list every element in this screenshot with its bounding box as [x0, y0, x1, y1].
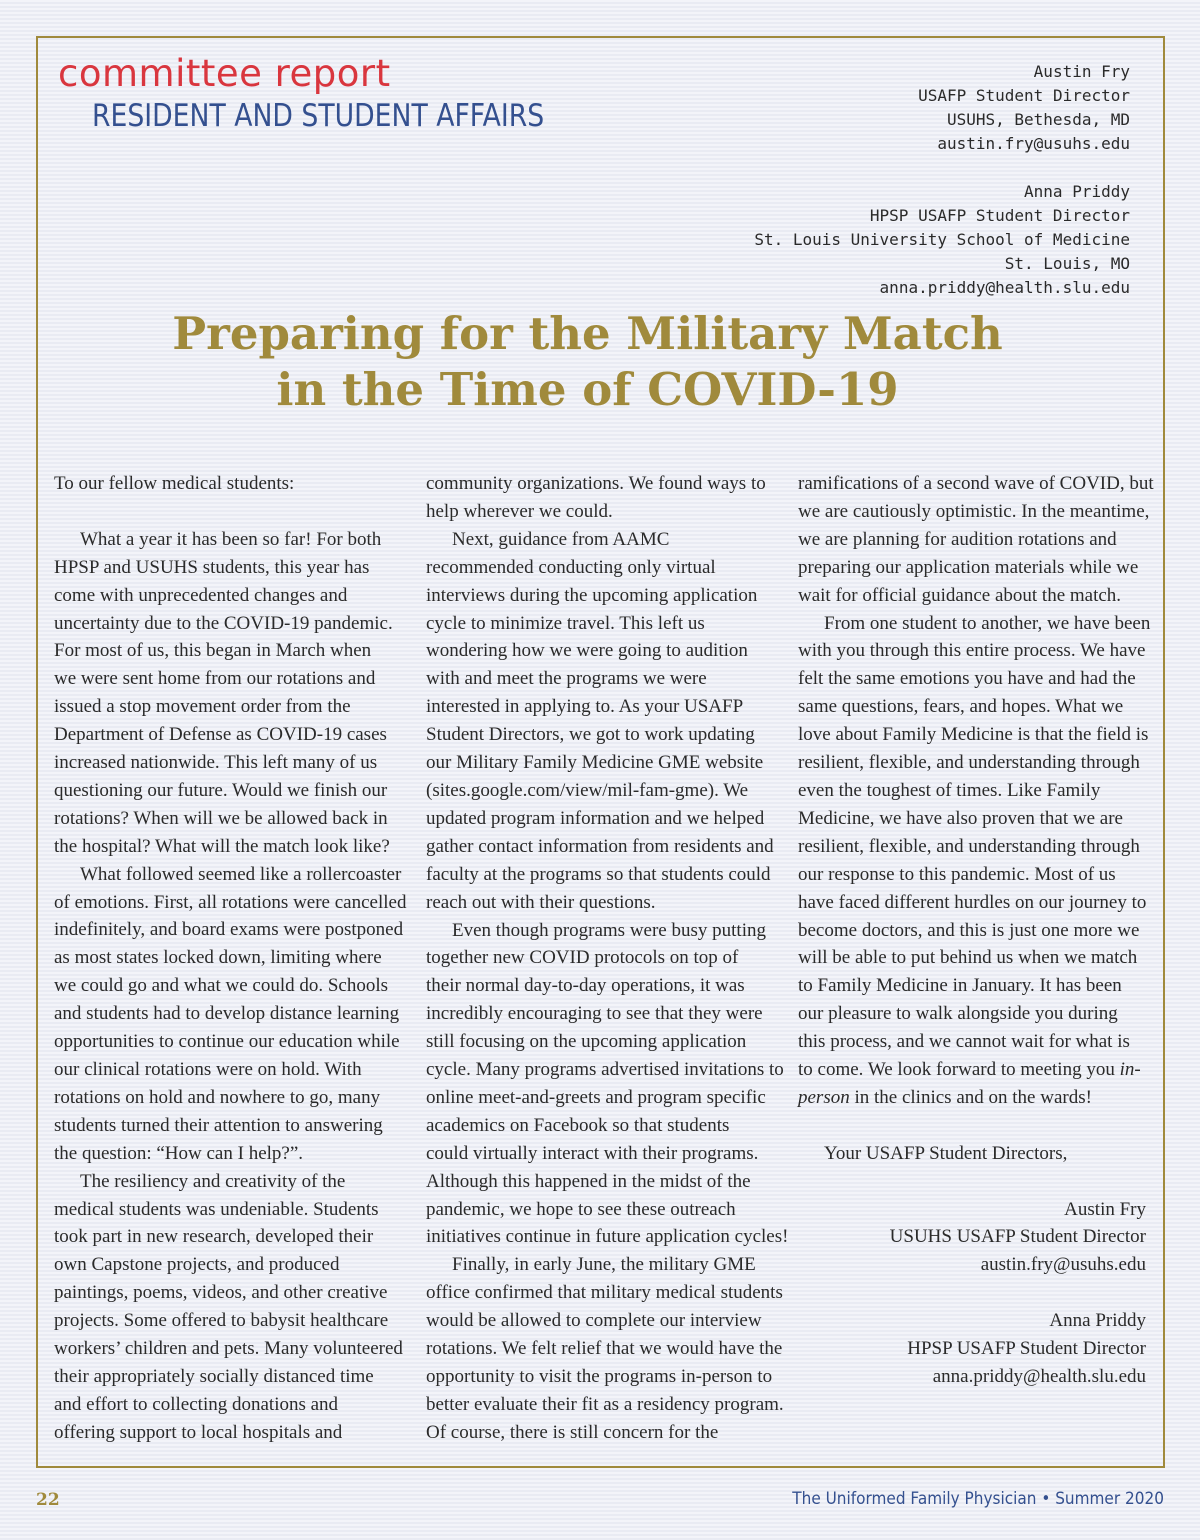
body-line: office confirmed that military medical students — [426, 1282, 783, 1304]
body-line: interested in applying to. As your USAFP — [426, 696, 744, 718]
body-line: opportunities to continue our education while — [54, 1031, 400, 1053]
body-line: online meet-and-greets and program specific — [426, 1086, 766, 1108]
author-location: St. Louis, MO — [1004, 254, 1130, 273]
body-line: took part in new research, developed their — [54, 1226, 374, 1248]
author-block-priddy — [754, 180, 1130, 300]
body-line: still focusing on the upcoming application — [426, 1031, 747, 1053]
website-link[interactable]: (sites.google.com/view/mil-fam-gme). We — [426, 779, 749, 801]
body-line: will be able to put behind us when we match — [798, 947, 1138, 969]
body-line: wondering how we were going to audition — [426, 640, 748, 662]
body-line: Department of Defense as COVID-19 cases — [54, 724, 387, 746]
article-title — [0, 306, 1175, 418]
page-number: 22 — [36, 1490, 60, 1510]
body-line: our pleasure to walk alongside you during — [798, 1003, 1118, 1025]
signature-email[interactable]: austin.fry@usuhs.edu — [980, 1254, 1146, 1276]
article-column-1 — [54, 470, 407, 1447]
body-line: the question: “How can I help?”. — [54, 1142, 304, 1164]
body-line: love about Family Medicine is that the field is — [798, 724, 1149, 746]
body-line: workers’ children and pets. Many volunteered — [54, 1338, 403, 1360]
body-line: From one student to another, we have been — [824, 612, 1151, 634]
body-line: faculty at the programs so that students could — [426, 863, 771, 885]
body-line: HPSP and USUHS students, this year has — [54, 556, 370, 578]
body-line: the hospital? What will the match look like? — [54, 835, 390, 857]
body-line: have faced different hurdles on our journey to — [798, 891, 1147, 913]
body-line: cycle to minimize travel. This left us — [426, 612, 705, 634]
body-line: their normal day-to-day operations, it was — [426, 975, 745, 997]
body-line: rotations on hold and nowhere to go, many — [54, 1086, 381, 1108]
signature-role: HPSP USAFP Student Director — [907, 1338, 1146, 1360]
body-line: What a year it has been so far! For both — [80, 528, 382, 550]
spacer — [54, 498, 404, 526]
body-line: and students had to develop distance learning — [54, 1003, 400, 1025]
article-column-2 — [426, 470, 789, 1447]
author-name: Anna Priddy — [1024, 182, 1130, 201]
author-location: USUHS, Bethesda, MD — [946, 110, 1130, 129]
body-line: resilient, flexible, and understanding through — [798, 835, 1140, 857]
article-column-3 — [798, 470, 1154, 1391]
author-role: USAFP Student Director — [918, 86, 1130, 105]
body-line — [798, 1056, 1148, 1084]
body-line: incredibly encouraging to see that they were — [426, 1003, 763, 1025]
body-line: Student Directors, we got to work updating — [426, 724, 755, 746]
body-line: reach out with their questions. — [426, 891, 656, 913]
body-line: For most of us, this began in March when — [54, 640, 372, 662]
body-line: pandemic, we hope to see these outreach — [426, 1198, 736, 1220]
body-line: we could go and what we could do. Schools — [54, 975, 389, 997]
body-line: opportunity to visit the programs in-person to — [426, 1366, 773, 1387]
signoff: Your USAFP Student Directors, — [824, 1142, 1068, 1164]
body-line: resilient, flexible, and understanding through — [798, 752, 1140, 774]
spacer — [798, 1112, 1148, 1140]
author-email[interactable]: anna.priddy@health.slu.edu — [879, 278, 1130, 297]
body-line: The resiliency and creativity of the — [80, 1170, 346, 1192]
body-line: What followed seemed like a rollercoaster — [80, 863, 402, 885]
body-line: projects. Some offered to babysit healthcare — [54, 1310, 389, 1332]
body-line: offering support to local hospitals and — [54, 1421, 343, 1443]
title-line-1: Preparing for the Military Match — [172, 307, 1003, 360]
author-email[interactable]: austin.fry@usuhs.edu — [937, 134, 1130, 153]
magazine-issue: The Uniformed Family Physician • Summer 2020 — [792, 1489, 1164, 1509]
signature-email[interactable]: anna.priddy@health.slu.edu — [932, 1365, 1146, 1387]
author-name: Austin Fry — [1033, 62, 1130, 81]
body-line: students turned their attention to answering — [54, 1114, 383, 1136]
body-line: recommended conducting only virtual — [426, 556, 716, 578]
body-line: our Military Family Medicine GME website — [426, 752, 764, 774]
emphasis-text: person — [798, 1086, 850, 1108]
body-line: come with unprecedented changes and — [54, 584, 348, 606]
body-line: of emotions. First, all rotations were cancelled — [54, 891, 407, 913]
body-line: medical students was undeniable. Students — [54, 1198, 379, 1220]
author-info — [754, 60, 1130, 324]
body-line: help wherever we could. — [426, 500, 613, 522]
body-line: community organizations. We found ways to — [426, 473, 766, 494]
body-line: rotations. We felt relief that we would have the — [426, 1338, 783, 1360]
body-line: even the toughest of times. Like Family — [798, 779, 1101, 801]
signature-name: Austin Fry — [1064, 1198, 1146, 1220]
body-line: our clinical rotations were on hold. With — [54, 1059, 362, 1081]
body-line: better evaluate their fit as a residency program. — [426, 1393, 784, 1415]
spacer — [798, 1279, 1148, 1307]
body-line: this process, and we cannot wait for what is — [798, 1031, 1130, 1053]
body-line: Even though programs were busy putting — [452, 919, 766, 941]
body-line: with you through this entire process. We have — [798, 640, 1146, 662]
body-text: in the clinics and on the wards! — [849, 1086, 1092, 1108]
body-line: wait for official guidance about the match. — [798, 584, 1122, 606]
body-line: our response to this pandemic. Most of us — [798, 863, 1116, 885]
body-line: initiatives continue in future application cycles! — [426, 1226, 789, 1248]
body-line: ramifications of a second wave of COVID, but — [798, 473, 1154, 494]
body-line: own Capstone projects, and produced — [54, 1254, 340, 1276]
body-line: gather contact information from residents and — [426, 835, 774, 857]
body-line: to Family Medicine in January. It has been — [798, 975, 1122, 997]
signature-role: USUHS USAFP Student Director — [889, 1226, 1146, 1248]
author-school: St. Louis University School of Medicine — [754, 230, 1130, 249]
signature-name: Anna Priddy — [1049, 1310, 1146, 1332]
body-line: rotations? When will we be allowed back in — [54, 807, 388, 829]
body-line: academics on Facebook so that students — [426, 1114, 730, 1136]
body-line: become doctors, and this is just one more we — [798, 919, 1140, 941]
body-line: Of course, there is still concern for the — [426, 1421, 719, 1443]
body-line: felt the same emotions you have and had the — [798, 668, 1136, 690]
body-line: Finally, in early June, the military GME — [452, 1254, 756, 1276]
author-block-fry — [754, 60, 1130, 156]
body-line: together new COVID protocols on top of — [426, 947, 739, 969]
body-line — [798, 1084, 1148, 1112]
body-line: Although this happened in the midst of the — [426, 1170, 751, 1192]
body-line: questioning our future. Would we finish our — [54, 779, 388, 801]
body-line: with and meet the programs we were — [426, 668, 707, 690]
body-line: their appropriately socially distanced time — [54, 1365, 374, 1387]
title-line-2: in the Time of COVID-19 — [276, 363, 899, 416]
body-line: Next, guidance from AAMC — [452, 528, 670, 550]
body-line: updated program information and we helped — [426, 807, 765, 829]
body-line: same questions, fears, and hopes. What we — [798, 696, 1124, 718]
body-line: increased nationwide. This left many of us — [54, 752, 378, 774]
body-line: we are cautiously optimistic. In the meantime, — [798, 500, 1150, 522]
body-line: uncertainty due to the COVID-19 pandemic. — [54, 612, 393, 634]
body-text: to come. We look forward to meeting you — [798, 1059, 1120, 1081]
body-line: paintings, poems, videos, and other creative — [54, 1282, 388, 1304]
body-line: preparing our application materials while we — [798, 556, 1139, 578]
body-line: as most states locked down, limiting where — [54, 947, 382, 969]
body-line: we were sent home from our rotations and — [54, 668, 376, 690]
salutation: To our fellow medical students: — [54, 473, 295, 494]
body-line: would be allowed to complete our interview — [426, 1310, 762, 1332]
body-line: Medicine, we have also proven that we are — [798, 807, 1123, 829]
spacer — [798, 1168, 1148, 1196]
emphasis-text: in- — [1119, 1059, 1141, 1081]
body-line: interviews during the upcoming application — [426, 584, 758, 606]
body-line: cycle. Many programs advertised invitations to — [426, 1059, 784, 1081]
section-title: RESIDENT AND STUDENT AFFAIRS — [92, 98, 545, 134]
body-line: indefinitely, and board exams were postponed — [54, 919, 404, 941]
committee-label: committee report — [58, 52, 391, 95]
body-line: and effort to collecting donations and — [54, 1393, 339, 1415]
body-line: we are planning for audition rotations and — [798, 528, 1117, 550]
author-role: HPSP USAFP Student Director — [869, 206, 1130, 225]
body-line: issued a stop movement order from the — [54, 696, 351, 718]
body-line: could virtually interact with their programs. — [426, 1142, 759, 1164]
